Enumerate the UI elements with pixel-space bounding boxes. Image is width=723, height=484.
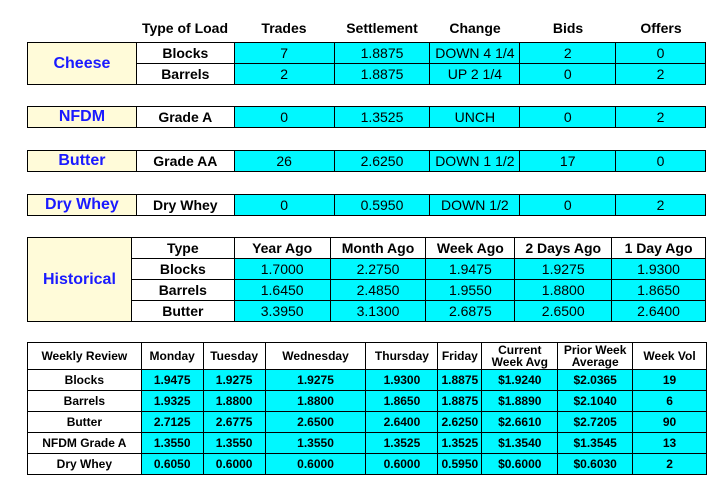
historical-label: Historical <box>28 238 132 322</box>
change-cell: DOWN 4 1/4 <box>430 43 520 64</box>
weekly-value: 1.9275 <box>203 370 265 391</box>
weekly-row-label: Dry Whey <box>28 454 142 475</box>
settlement-cell: 1.8875 <box>334 43 430 64</box>
historical-value: 2.4850 <box>330 280 426 301</box>
trades-cell: 26 <box>234 151 334 172</box>
trades-cell: 7 <box>234 43 334 64</box>
historical-value: 3.3950 <box>234 301 330 322</box>
historical-value: 1.8650 <box>612 280 706 301</box>
weekly-header: Friday <box>438 343 482 370</box>
weekly-header: Thursday <box>366 343 438 370</box>
historical-header: Year Ago <box>234 238 330 259</box>
weekly-row-label: NFDM Grade A <box>28 433 142 454</box>
weekly-value: $2.7205 <box>558 412 633 433</box>
change-cell: DOWN 1 1/2 <box>430 151 520 172</box>
dry-whey-table <box>27 194 706 216</box>
weekly-value: 2 <box>633 454 707 475</box>
weekly-value: 1.9475 <box>141 370 203 391</box>
weekly-value: 6 <box>633 391 707 412</box>
weekly-value: 19 <box>633 370 707 391</box>
historical-header: Month Ago <box>330 238 426 259</box>
trades-cell: 0 <box>234 107 334 128</box>
weekly-header: Monday <box>141 343 203 370</box>
weekly-value: 1.8650 <box>366 391 438 412</box>
butter-table <box>27 150 706 172</box>
offers-cell: 2 <box>616 195 706 216</box>
weekly-value: 0.6000 <box>366 454 438 475</box>
weekly-value: 90 <box>633 412 707 433</box>
weekly-value: 0.6000 <box>265 454 366 475</box>
historical-value: 1.7000 <box>234 259 330 280</box>
weekly-header: Current Week Avg <box>482 343 558 370</box>
weekly-value: 1.8800 <box>265 391 366 412</box>
row-type: Blocks <box>131 259 234 280</box>
weekly-value: 2.7125 <box>141 412 203 433</box>
settlement-cell: 2.6250 <box>334 151 430 172</box>
row-type: Barrels <box>136 64 234 85</box>
nfdm-table <box>27 106 706 128</box>
weekly-header: Weekly Review <box>28 343 142 370</box>
trades-cell: 2 <box>234 64 334 85</box>
historical-table <box>27 237 706 322</box>
weekly-value: 2.6250 <box>438 412 482 433</box>
weekly-value: 1.3525 <box>366 433 438 454</box>
weekly-value: $1.3540 <box>482 433 558 454</box>
weekly-row-label: Blocks <box>28 370 142 391</box>
settlement-cell: 1.3525 <box>334 107 430 128</box>
weekly-value: 1.9325 <box>141 391 203 412</box>
bids-cell: 0 <box>520 64 616 85</box>
weekly-value: 0.6000 <box>203 454 265 475</box>
row-type: Butter <box>131 301 234 322</box>
row-type: Barrels <box>131 280 234 301</box>
historical-value: 1.9475 <box>426 259 515 280</box>
weekly-value: $0.6030 <box>558 454 633 475</box>
row-type: Grade AA <box>136 151 234 172</box>
historical-value: 1.6450 <box>234 280 330 301</box>
weekly-header: Tuesday <box>203 343 265 370</box>
weekly-value: 2.6400 <box>366 412 438 433</box>
weekly-value: $1.8890 <box>482 391 558 412</box>
weekly-header: Wednesday <box>265 343 366 370</box>
bids-cell: 2 <box>520 43 616 64</box>
row-type: Dry Whey <box>136 195 234 216</box>
trades-cell: 0 <box>234 195 334 216</box>
historical-header: Type <box>131 238 234 259</box>
butter-label: Butter <box>28 151 137 172</box>
historical-header: Week Ago <box>426 238 515 259</box>
weekly-value: 1.9275 <box>265 370 366 391</box>
weekly-value: 1.3550 <box>265 433 366 454</box>
row-type: Grade A <box>136 107 234 128</box>
historical-header: 2 Days Ago <box>515 238 612 259</box>
offers-cell: 0 <box>616 151 706 172</box>
historical-value: 1.9275 <box>515 259 612 280</box>
bids-cell: 0 <box>520 195 616 216</box>
offers-cell: 2 <box>616 107 706 128</box>
header-settlement: Settlement <box>346 20 418 36</box>
header-bids: Bids <box>552 20 584 36</box>
weekly-value: 1.8875 <box>438 370 482 391</box>
historical-value: 2.6500 <box>515 301 612 322</box>
weekly-value: 1.8800 <box>203 391 265 412</box>
weekly-value: 0.5950 <box>438 454 482 475</box>
dry-whey-label: Dry Whey <box>28 195 137 216</box>
weekly-row-label: Barrels <box>28 391 142 412</box>
weekly-value: 1.3550 <box>203 433 265 454</box>
header-trades: Trades <box>261 20 307 36</box>
historical-value: 2.2750 <box>330 259 426 280</box>
row-type: Blocks <box>136 43 234 64</box>
historical-value: 1.9300 <box>612 259 706 280</box>
bids-cell: 17 <box>520 151 616 172</box>
weekly-header: Prior Week Average <box>558 343 633 370</box>
historical-header: 1 Day Ago <box>612 238 706 259</box>
weekly-review-table <box>27 342 707 475</box>
historical-value: 3.1300 <box>330 301 426 322</box>
historical-value: 2.6875 <box>426 301 515 322</box>
change-cell: UP 2 1/4 <box>430 64 520 85</box>
historical-value: 1.8800 <box>515 280 612 301</box>
weekly-value: 13 <box>633 433 707 454</box>
bids-cell: 0 <box>520 107 616 128</box>
weekly-value: $0.6000 <box>482 454 558 475</box>
weekly-value: 2.6775 <box>203 412 265 433</box>
weekly-value: 2.6500 <box>265 412 366 433</box>
weekly-value: $2.1040 <box>558 391 633 412</box>
weekly-value: $1.3545 <box>558 433 633 454</box>
weekly-value: 1.8875 <box>438 391 482 412</box>
offers-cell: 0 <box>616 43 706 64</box>
weekly-value: $2.0365 <box>558 370 633 391</box>
settlement-cell: 1.8875 <box>334 64 430 85</box>
header-change: Change <box>449 20 501 36</box>
cheese-table <box>27 42 706 85</box>
weekly-value: 1.3550 <box>141 433 203 454</box>
change-cell: DOWN 1/2 <box>430 195 520 216</box>
nfdm-label: NFDM <box>28 107 137 128</box>
change-cell: UNCH <box>430 107 520 128</box>
weekly-value: 0.6050 <box>141 454 203 475</box>
weekly-value: 1.3525 <box>438 433 482 454</box>
weekly-header: Week Vol <box>633 343 707 370</box>
header-offers: Offers <box>640 20 682 36</box>
historical-value: 2.6400 <box>612 301 706 322</box>
cheese-label: Cheese <box>28 43 137 85</box>
header-type-of-load: Type of Load <box>141 20 229 36</box>
offers-cell: 2 <box>616 64 706 85</box>
weekly-row-label: Butter <box>28 412 142 433</box>
weekly-value: $2.6610 <box>482 412 558 433</box>
weekly-value: $1.9240 <box>482 370 558 391</box>
settlement-cell: 0.5950 <box>334 195 430 216</box>
historical-value: 1.9550 <box>426 280 515 301</box>
weekly-value: 1.9300 <box>366 370 438 391</box>
